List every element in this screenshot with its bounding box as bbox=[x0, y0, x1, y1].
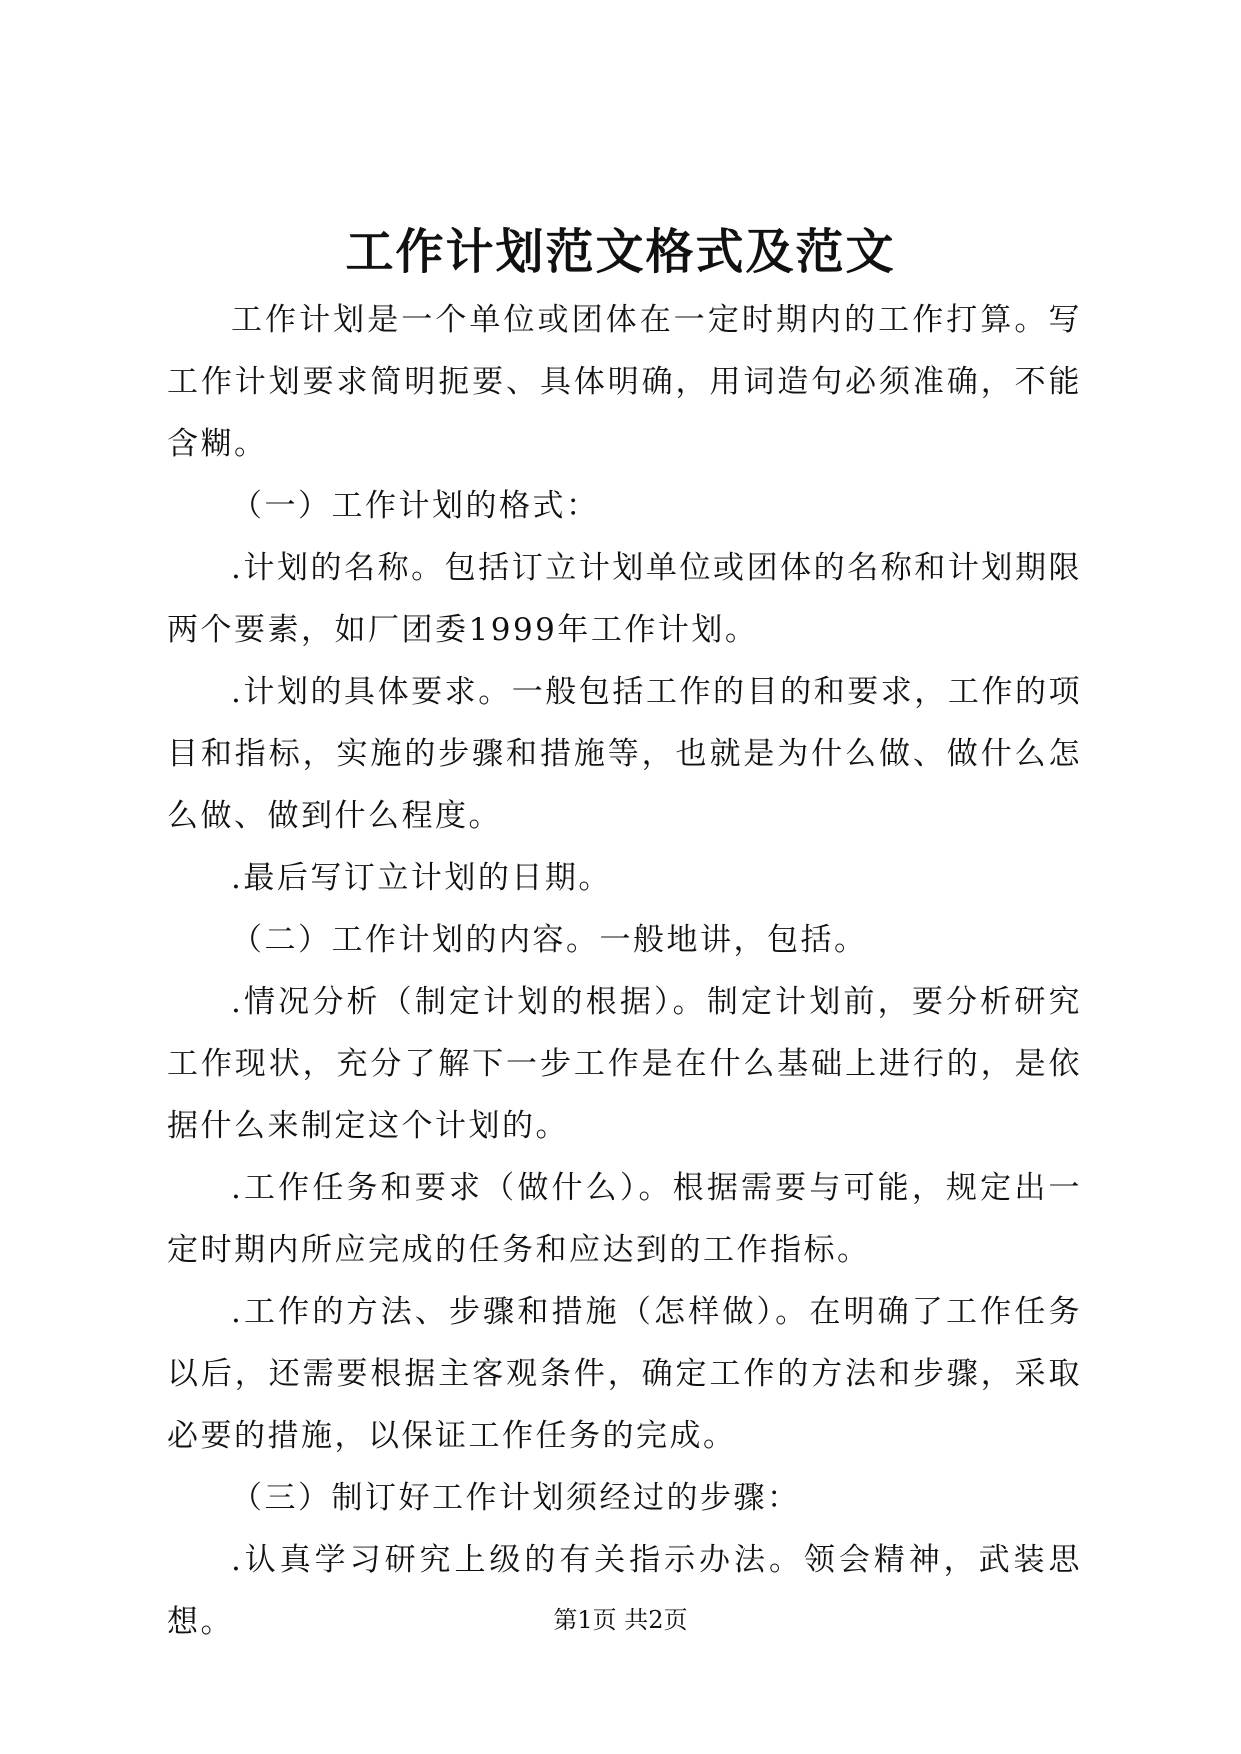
document-body bbox=[167, 289, 1082, 1653]
section-heading-format: （一）工作计划的格式： bbox=[231, 488, 600, 524]
section-heading-content: （二）工作计划的内容。一般地讲，包括。 bbox=[231, 922, 868, 958]
paragraph-situation-analysis: .情况分析（制定计划的根据）。制定计划前，要分析研究工作现状，充分了解下一步工作是在什么基础上进行的，是依据什么来制定这个计划的。 bbox=[167, 984, 1082, 1144]
paragraph-plan-requirements: .计划的具体要求。一般包括工作的目的和要求，工作的项目和指标，实施的步骤和措施等，也就是为什么做、做什么怎么做、做到什么程度。 bbox=[167, 674, 1082, 834]
paragraph-plan-name: .计划的名称。包括订立计划单位或团体的名称和计划期限两个要素，如厂团委1999年工作计划。 bbox=[167, 550, 1082, 648]
document-title: 工作计划范文格式及范文 bbox=[345, 224, 896, 280]
paragraph-methods: .工作的方法、步骤和措施（怎样做）。在明确了工作任务以后，还需要根据主客观条件，确定工作的方法和步骤，采取必要的措施，以保证工作任务的完成。 bbox=[167, 1294, 1082, 1454]
section-heading-steps: （三）制订好工作计划须经过的步骤： bbox=[231, 1480, 801, 1516]
page-footer: 第1页 共2页 bbox=[553, 1606, 688, 1634]
paragraph-plan-date: .最后写订立计划的日期。 bbox=[231, 860, 612, 896]
paragraph-tasks: .工作任务和要求（做什么）。根据需要与可能，规定出一定时期内所应完成的任务和应达到的工作指标。 bbox=[167, 1170, 1082, 1268]
paragraph-intro: 工作计划是一个单位或团体在一定时期内的工作打算。写工作计划要求简明扼要、具体明确，用词造句必须准确，不能含糊。 bbox=[167, 302, 1082, 462]
paragraph-study: .认真学习研究上级的有关指示办法。领会精神，武装思想。 bbox=[167, 1542, 1082, 1640]
